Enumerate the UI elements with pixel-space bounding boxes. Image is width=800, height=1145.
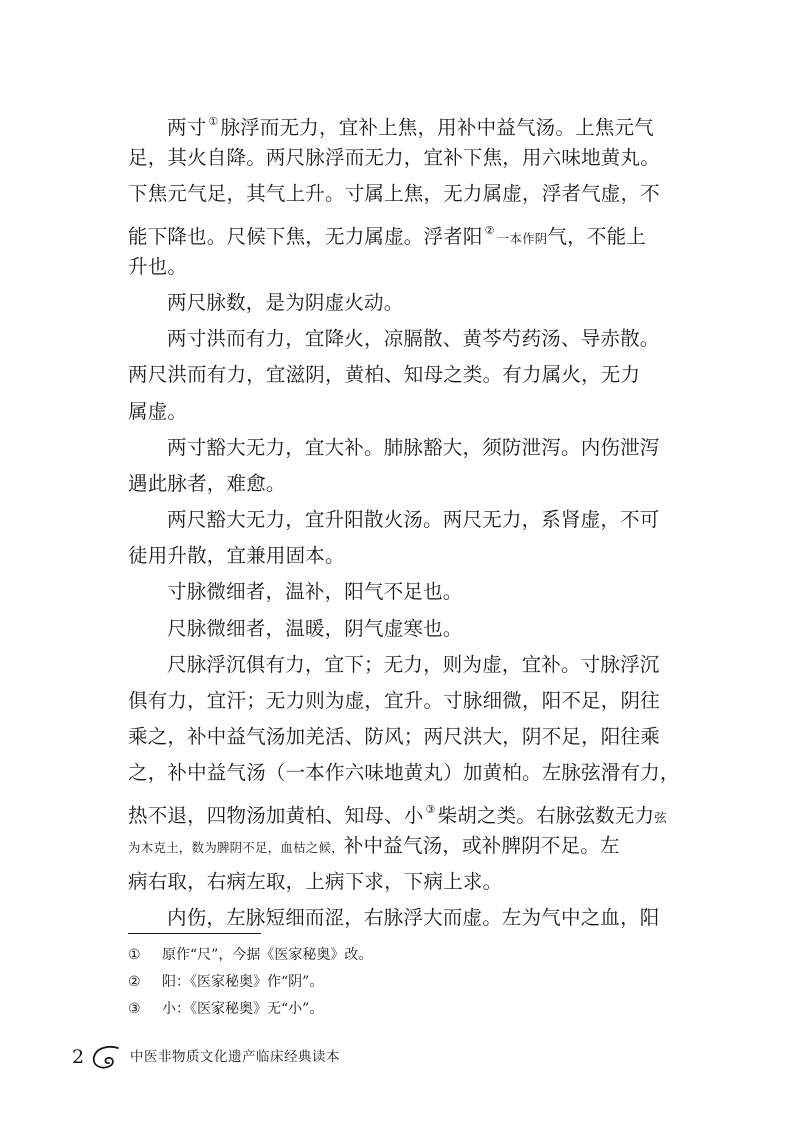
- text-segment: 补中益气汤，或补脾阴不足。左: [343, 833, 620, 857]
- footnote-text: 阳：《医家秘奥》作“阴”。: [162, 974, 324, 990]
- text-segment: 脉浮而无力，宜补上焦，用补中益气汤。上焦元气: [220, 116, 654, 139]
- footnote-text: 原作“尺”，今据《医家秘奥》改。: [162, 947, 373, 963]
- text-line: 俱有力，宜汗；无力则为虚，宜升。寸脉细微，阳不足，阴往: [128, 689, 660, 712]
- swirl-ornament-icon: [88, 1044, 122, 1072]
- text-segment: 柴胡之类。右脉弦数无力: [437, 803, 655, 827]
- text-line: 内伤，左脉短细而涩，右脉浮大而虚。左为气中之血，阳: [167, 906, 660, 930]
- text-line: 两寸豁大无力，宜大补。肺脉豁大，须防泄泻。内伤泄泻: [167, 435, 660, 459]
- footnote-text: 小：《医家秘奥》无“小”。: [162, 1001, 324, 1017]
- text-line: [128, 792, 672, 828]
- text-line: 徒用升散，宜兼用固本。: [128, 544, 345, 568]
- footnote-ref-2[interactable]: ②: [484, 223, 495, 237]
- footnote-ref-3[interactable]: ③: [425, 802, 436, 816]
- text-segment: 两寸: [167, 116, 207, 139]
- inline-annotation: 一本作阴: [496, 230, 548, 246]
- text-line: 遇此脉者，难愈。: [128, 471, 286, 495]
- text-line: 之，补中益气汤（一本作六味地黄丸）加黄柏。左脉弦滑有力，: [128, 761, 680, 785]
- text-line: 两寸洪而有力，宜降火，凉膈散、黄芩芍药汤、导赤散。: [167, 327, 660, 351]
- footnotes: [128, 942, 372, 1023]
- footnote-3: [128, 996, 372, 1023]
- text-segment: 气，不能上: [547, 224, 646, 248]
- footnote-1: [128, 942, 372, 969]
- footnote-number: ①: [128, 947, 141, 963]
- text-segment: 能下降也。尺候下焦，无力属虚。浮者阳: [128, 224, 483, 248]
- footnote-ref-1[interactable]: ①: [208, 115, 219, 128]
- text-segment: 热不退，四物汤加黄柏、知母、小: [128, 803, 424, 827]
- text-line: 寸脉微细者，温补，阳气不足也。: [167, 580, 463, 604]
- footnote-divider: [128, 933, 261, 934]
- footnote-number: ③: [128, 1001, 141, 1017]
- footnote-number: ②: [128, 974, 141, 990]
- page-number: 2: [72, 1046, 85, 1068]
- text-line: 足，其火自降。两尺脉浮而无力，宜补下焦，用六味地黄丸。: [128, 146, 660, 170]
- text-line: 属虚。: [128, 399, 188, 423]
- book-title: 中医非物质文化遗产临床经典读本: [130, 1049, 340, 1065]
- text-line: 两尺豁大无力，宜升阳散火汤。两尺无力，系肾虚，不可: [167, 508, 660, 532]
- footnote-2: [128, 969, 372, 996]
- text-line: 两尺洪而有力，宜滋阴，黄柏、知母之类。有力属火，无力: [128, 363, 641, 387]
- text-line: [128, 828, 672, 864]
- text-line: 两尺脉数，是为阴虚火动。: [167, 290, 404, 314]
- body-text: [128, 104, 680, 936]
- text-line: [128, 104, 672, 140]
- text-line: 升也。: [128, 254, 188, 278]
- text-line: 下焦元气足，其气上升。寸属上焦，无力属虚，浮者气虚，不: [128, 182, 660, 206]
- text-line: 尺脉浮沉俱有力，宜下；无力，则为虚，宜补。寸脉浮沉: [167, 652, 660, 676]
- text-line: 乘之，补中益气汤加羌活、防风；两尺洪大，阴不足，阳往乘: [128, 725, 660, 749]
- text-line: 病右取，右病左取，上病下求，下病上求。: [128, 869, 503, 893]
- inline-annotation: 弦: [654, 809, 667, 825]
- text-line: [128, 213, 672, 249]
- text-line: 尺脉微细者，温暖，阴气虚寒也。: [167, 616, 463, 640]
- inline-annotation: 为木克土，数为脾阴不足，血枯之候，: [128, 839, 344, 855]
